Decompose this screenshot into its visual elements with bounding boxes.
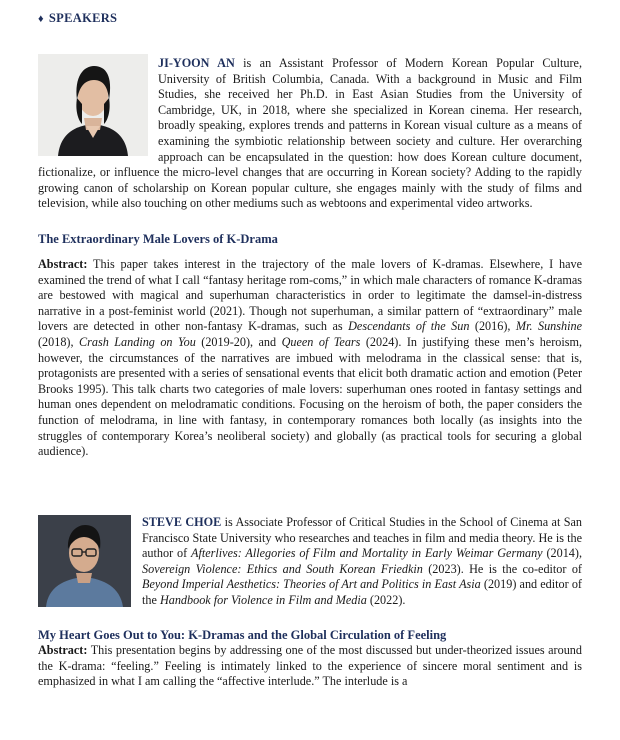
speaker-2-bio-text: (2023). He is the co-editor of [422,561,582,576]
abstract-1-drama-title: Descendants of the Sun [348,319,470,334]
abstract-1-text: (2019-20), and [195,334,282,349]
speaker-2-bio-text: (2019) and editor of the [142,577,582,607]
speaker-1-name: JI-YOON AN [158,56,235,70]
abstract-1-text: This paper takes interest in the trajectory of the male lovers of K-dramas. Elsewhere, I have examined the trend of what I call “fantasy heritage rom-coms,” in which male characters of romance K-dramas are bestowed with magical and superhuman characteristics in order to legitimate the damsel-in-distress narrative in a post-feminist world (2021). Though not superhuman, a similar pattern of “extraordinary” male lovers are detected in other non-fantasy K-dramas, such as [38,257,582,334]
talk-2-title: My Heart Goes Out to You: K-Dramas and the Global Circulation of Feeling [38,628,447,642]
speaker-1-bio [38,56,582,212]
abstract-2-label: Abstract: [38,643,88,657]
abstract-1-drama-title: Queen of Tears [281,334,361,349]
section-heading [38,11,117,26]
diamond-icon: ♦ [38,13,44,25]
talk-2-abstract [38,643,582,690]
speaker-2-bio [38,515,582,611]
speaker-2-book-title: Afterlives: Allegories of Film and Mortality in Early Weimar Germany [191,546,543,561]
speaker-2-bio-text: is Associate Professor of Critical Studies in the School of Cinema at San Francisco State University who researches and teaches in film and media theory. He is the author of [142,515,583,561]
speaker-2-book-title: Beyond Imperial Aesthetics: Theories of Art and Politics in East Asia [142,577,481,592]
abstract-1-text: (2016), [469,319,516,334]
talk-1-title: The Extraordinary Male Lovers of K-Drama [38,232,278,246]
speaker-2-name: STEVE CHOE [142,515,222,529]
abstract-1-drama-title: Mr. Sunshine [515,319,582,334]
abstract-2-text: This presentation begins by addressing one of the most discussed but under-theorized issues around the K-drama: “feeling.” Feeling is intimately linked to the experience of sincere moral sentiment and is emphasized in what I am calling the “affective interlude.” The interlude is a [38,643,582,689]
speaker-1-bio-text: is an Assistant Professor of Modern Korean Popular Culture, University of British Columbia, Canada. With a background in Music and Film Studies, she received her Ph.D. in East Asian Studies from the University of Cambridge, UK, in 2018, where she specialized in Korean cinema. Her research, broadly speaking, explores trends and patterns in Korean visual culture as a means of examining the symbiotic relationship between society and culture. Her overarching approach can be encapsulated in the question: how does Korean culture document, fictionalize, or influence the micro-level changes that are occurring in Korean society? Adding to the rapidly growing canon of scholarship on Korean popular culture, she engages mainly with the study of films and television, while also touching on other mediums such as webtoons and experimental video artworks. [38,56,583,211]
speaker-2-bio-text: (2022). [366,592,406,607]
abstract-1-text: (2018), [38,334,79,349]
speaker-2-book-title: Sovereign Violence: Ethics and South Korean Friedkin [142,561,423,576]
speaker-2-bio-text: (2014), [542,546,582,561]
abstract-1-text: (2024). In justifying these men’s heroism, however, the circumstances of the narratives are imbued with melodrama in the classical sense: that is, protagonists are presented with a series of sensational events that elicit both dramatic action and emotion (Peter Brooks 1995). This talk charts two categories of male lovers: superhuman ones rooted in fantasy settings and human ones dependent on melodramatic conditions. Focusing on the heroism of both, the paper considers the function of melodrama, in line with fantasy, in contemporary romances both locally (as insights into the struggles of contemporary Korea’s neoliberal society) and globally (as practical tools for securing a global audience). [38,334,583,459]
abstract-1-label: Abstract: [38,257,88,271]
abstract-1-drama-title: Crash Landing on You [79,334,196,349]
section-title: SPEAKERS [48,11,118,25]
speaker-2-book-title: Handbook for Violence in Film and Media [159,592,367,607]
talk-1-abstract [38,257,582,460]
